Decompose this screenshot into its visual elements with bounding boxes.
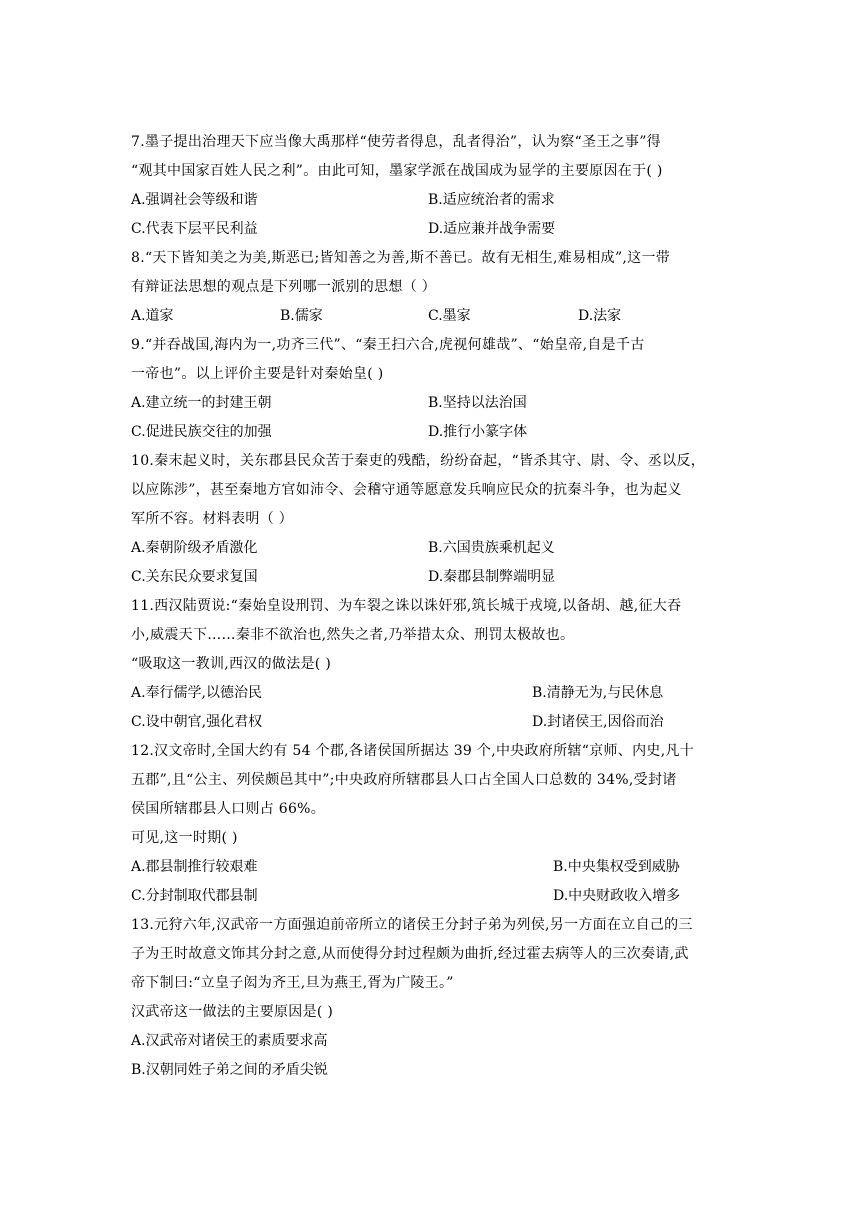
question-13-option-a: A.汉武帝对诸侯王的素质要求高 — [131, 1033, 328, 1049]
question-7-option-c: C.代表下层平民利益 — [131, 221, 258, 237]
question-13-line-1: 13.元狩六年,汉武帝一方面强迫前帝所立的诸侯王分封子弟为列侯,另一方面在立自己的三 — [131, 917, 693, 933]
question-12-line-4: 可见,这一时期( ) — [131, 830, 238, 846]
question-8-option-d: D.法家 — [578, 308, 622, 324]
question-7-line-2: “观其中国家百姓人民之利”。由此可知，墨家学派在战国成为显学的主要原因在于( ) — [131, 163, 663, 179]
question-11-line-3: “吸取这一教训,西汉的做法是( ) — [131, 656, 332, 672]
question-12-line-3: 侯国所辖郡县人口则占 66%。 — [131, 801, 326, 817]
question-9-option-b: B.坚持以法治国 — [428, 395, 527, 411]
question-9-line-1: 9.“并吞战国,海内为一,功齐三代”、“秦王扫六合,虎视何雄哉”、“始皇帝,自是千古 — [131, 337, 645, 353]
question-7-option-a: A.强调社会等级和谐 — [131, 192, 258, 208]
question-7-option-d: D.适应兼并战争需要 — [428, 221, 556, 237]
question-9-option-a: A.建立统一的封建王朝 — [131, 395, 272, 411]
question-8-option-c: C.墨家 — [428, 308, 471, 324]
question-10-option-a: A.秦朝阶级矛盾激化 — [131, 540, 258, 556]
question-8-line-2: 有辩证法思想的观点是下列哪一派别的思想（ ） — [131, 279, 437, 295]
question-11-line-1: 11.西汉陆贾说:“秦始皇设刑罚、为车裂之诛以诛奸邪,筑长城于戎境,以备胡、越,征大吞 — [131, 598, 682, 614]
question-10-line-3: 军所不容。材料表明（ ） — [131, 511, 294, 527]
question-11-option-c: C.设中朝官,强化君权 — [131, 714, 263, 730]
question-8-line-1: 8.“天下皆知美之为美,斯恶已;皆知善之为善,斯不善已。故有无相生,难易相成”,这一带 — [131, 250, 671, 266]
question-9-option-c: C.促进民族交往的加强 — [131, 424, 272, 440]
question-12-line-2: 五郡”,且“公主、列侯颇邑其中”;中央政府所辖郡县人口占全国人口总数的 34%,受封诸 — [131, 772, 677, 788]
question-13-line-4: 汉武帝这一做法的主要原因是( ) — [131, 1004, 334, 1020]
question-10-line-1: 10.秦末起义时，关东郡县民众苦于秦吏的残酷，纷纷奋起，“皆杀其守、尉、令、丞以反， — [131, 453, 706, 469]
question-11-option-d: D.封诸侯王,因俗而治 — [532, 714, 664, 730]
question-10-line-2: 以应陈涉”，甚至秦地方官如沛令、会稽守通等愿意发兵响应民众的抗秦斗争，也为起义 — [131, 482, 682, 498]
question-13-line-2: 子为王时故意文饰其分封之意,从而使得分封过程颇为曲折,经过霍去病等人的三次奏请,武 — [131, 946, 689, 962]
question-9-line-2: 一帝也”。以上评价主要是针对秦始皇( ) — [131, 366, 384, 382]
question-13-line-3: 帝下制曰:“立皇子闳为齐王,旦为燕王,胥为广陵王。” — [131, 975, 454, 991]
question-8-option-a: A.道家 — [131, 308, 174, 324]
question-7-option-b: B.适应统治者的需求 — [428, 192, 555, 208]
question-9-option-d: D.推行小篆字体 — [428, 424, 528, 440]
question-13-option-b: B.汉朝同姓子弟之间的矛盾尖锐 — [131, 1062, 328, 1078]
question-10-option-d: D.秦郡县制弊端明显 — [428, 569, 556, 585]
question-12-option-d: D.中央财政收入增多 — [553, 888, 681, 904]
question-8-option-b: B.儒家 — [280, 308, 323, 324]
question-12-line-1: 12.汉文帝时,全国大约有 54 个郡,各诸侯国所据达 39 个,中央政府所辖“京师、内史,凡十 — [131, 743, 695, 759]
question-10-option-c: C.关东民众要求复国 — [131, 569, 258, 585]
question-11-option-b: B.清静无为,与民休息 — [532, 685, 664, 701]
question-10-option-b: B.六国贵族乘机起义 — [428, 540, 555, 556]
question-7-line-1: 7.墨子提出治理天下应当像大禹那样“使劳者得息，乱者得治”，认为察“圣王之事”得 — [131, 134, 661, 150]
question-12-option-a: A.郡县制推行较艰难 — [131, 859, 258, 875]
question-12-option-b: B.中央集权受到威胁 — [553, 859, 680, 875]
question-11-option-a: A.奉行儒学,以德治民 — [131, 685, 263, 701]
question-11-line-2: 小,威震天下……秦非不欲治也,然失之者,乃举措太众、刑罚太极故也。 — [131, 627, 575, 643]
question-12-option-c: C.分封制取代郡县制 — [131, 888, 258, 904]
